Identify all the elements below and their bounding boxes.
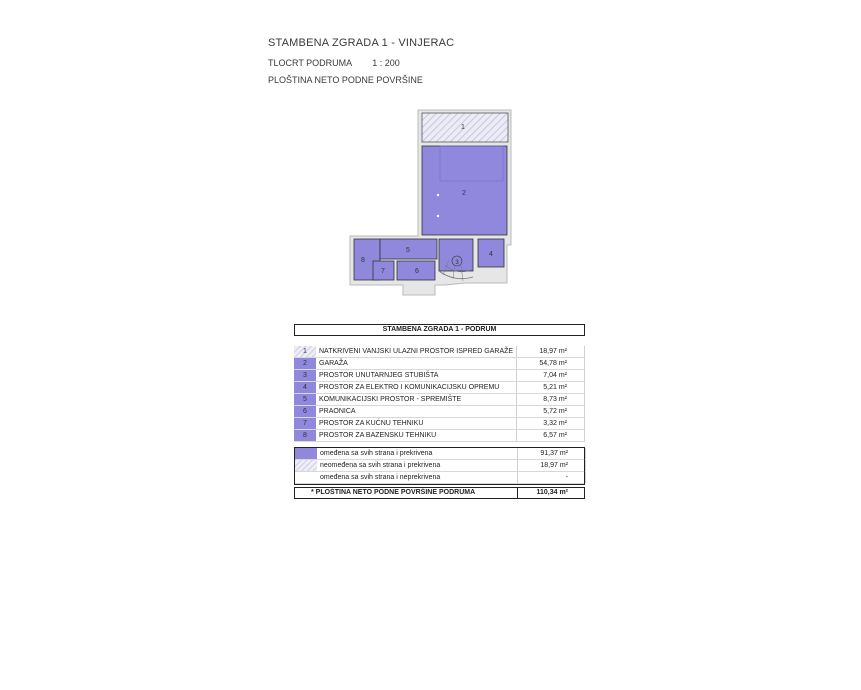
document-subtitle: PLOŠTINA NETO PODNE POVRŠINE: [268, 75, 423, 85]
plan-label-4: 4: [489, 251, 493, 258]
total-area: 110,34 m²: [536, 489, 568, 496]
rooms-area: 54,78 m²: [539, 360, 567, 367]
rooms-row: [294, 346, 585, 358]
rooms-swatch: 2: [294, 358, 316, 369]
legend-row: [295, 448, 584, 460]
rooms-area: 5,72 m²: [543, 408, 567, 415]
plan-room-1: [422, 113, 508, 142]
rooms-swatch: 1: [294, 346, 316, 357]
rooms-name: PROSTOR UNUTARNJEG STUBIŠTA: [319, 372, 439, 379]
plan-label-3: 3: [455, 260, 459, 266]
rooms-name: PROSTOR ZA ELEKTRO I KOMUNIKACIJSKU OPREMU: [319, 384, 500, 391]
total-row: [294, 487, 585, 499]
rooms-swatch: 3: [294, 370, 316, 381]
legend-swatch: [295, 460, 317, 471]
plan-dot-1: [437, 194, 439, 196]
rooms-row: [294, 394, 585, 406]
legend-swatch: [295, 448, 317, 459]
legend-area: -: [565, 474, 568, 481]
rooms-row: [294, 418, 585, 430]
rooms-area: 18,97 m²: [539, 348, 567, 355]
rooms-name: KOMUNIKACIJSKI PROSTOR - SPREMIŠTE: [319, 396, 462, 403]
rooms-swatch: 4: [294, 382, 316, 393]
rooms-area: 7,04 m²: [543, 372, 567, 379]
plan-label-7: 7: [381, 268, 385, 275]
rooms-row: [294, 406, 585, 418]
legend-area: 91,37 m²: [540, 450, 568, 457]
rooms-area: 5,21 m²: [543, 384, 567, 391]
legend-row: [295, 472, 584, 484]
plan-label: TLOCRT PODRUMA: [268, 58, 353, 68]
plan-label-5: 5: [406, 247, 410, 254]
rooms-area: 3,32 m²: [543, 420, 567, 427]
rooms-swatch: 8: [294, 430, 316, 441]
plan-dot-2: [437, 215, 439, 217]
rooms-swatch: 7: [294, 418, 316, 429]
rooms-swatch: 5: [294, 394, 316, 405]
table-title: STAMBENA ZGRADA 1 - PODRUM: [294, 324, 585, 336]
rooms-name: PRAONICA: [319, 408, 356, 415]
plan-label-6: 6: [415, 268, 419, 275]
rooms-row: [294, 382, 585, 394]
rooms-name: PROSTOR ZA KUĆNU TEHNIKU: [319, 420, 424, 427]
total-label: * PLOŠTINA NETO PODNE POVRŠINE PODRUMA: [311, 489, 476, 496]
legend-name: omeđena sa svih strana i neprekrivena: [320, 474, 441, 481]
legend-swatch: [295, 472, 317, 483]
plan-scale: 1 : 200: [372, 58, 400, 68]
plan-label-8: 8: [361, 257, 365, 264]
rooms-area: 6,57 m²: [543, 432, 567, 439]
plan-label-1: 1: [461, 124, 465, 131]
rooms-name: NATKRIVENI VANJSKI ULAZNI PROSTOR ISPRED GARAŽE: [319, 348, 514, 355]
rooms-area: 8,73 m²: [543, 396, 567, 403]
plan-label-2: 2: [462, 190, 466, 197]
rooms-row: [294, 430, 585, 442]
rooms-table: [294, 346, 585, 442]
rooms-row: [294, 358, 585, 370]
rooms-name: PROSTOR ZA BAZENSKU TEHNIKU: [319, 432, 437, 439]
plan-label-line: [268, 58, 400, 68]
legend-area: 18,97 m²: [540, 462, 568, 469]
floor-plan: [345, 105, 515, 300]
legend-table: [294, 447, 585, 485]
rooms-swatch: 6: [294, 406, 316, 417]
rooms-name: GARAŽA: [319, 360, 348, 367]
document-title: STAMBENA ZGRADA 1 - VINJERAC: [268, 37, 455, 49]
rooms-row: [294, 370, 585, 382]
legend-name: omeđena sa svih strana i prekrivena: [320, 450, 433, 457]
legend-name: neomeđena sa svih strana i prekrivena: [320, 462, 441, 469]
legend-row: [295, 460, 584, 472]
